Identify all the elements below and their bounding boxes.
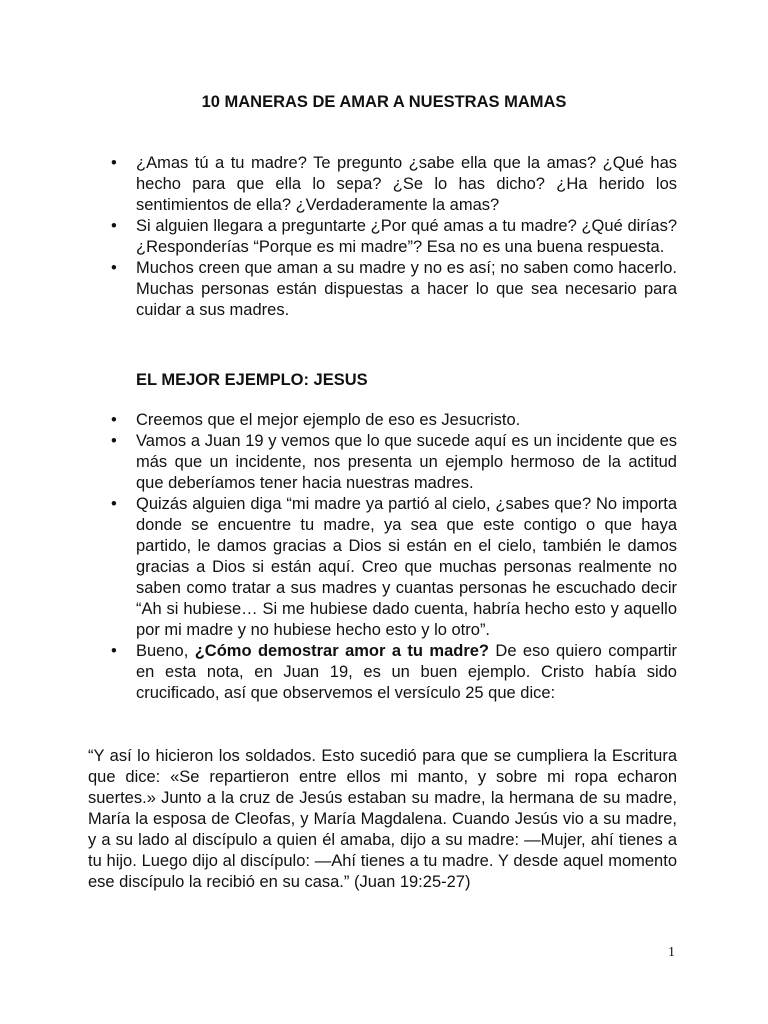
intro-bullet-list — [108, 153, 677, 321]
section-bullet-4 — [108, 641, 677, 704]
section-bullet-3: • Quizás alguien diga “mi madre ya partió al cielo, ¿sabes que? No importa donde se encuentre tu madre, ya sea que este contigo o que haya partido, le damos gracias a Dios si están en el cielo, también le damos gracias a Dios si están aquí. Creo que muchas personas realmente no saben como tratar a sus madres y cuantas personas he escuchado decir “Ah si hubiese… Si me hubiese dado cuenta, habría hecho esto y aquello por mi madre y no hubiese hecho esto y lo otro”. — [108, 494, 677, 641]
bullet-4-prefix: Bueno, — [136, 642, 195, 660]
bullet-4-bold-question: ¿Cómo demostrar amor a tu madre? — [194, 642, 490, 660]
section-heading: EL MEJOR EJEMPLO: JESUS — [136, 371, 368, 389]
intro-bullet-1: • ¿Amas tú a tu madre? Te pregunto ¿sabe ella que la amas? ¿Qué has hecho para que ella lo sepa? ¿Se lo has dicho? ¿Ha herido los sentimientos de ella? ¿Verdaderamente la amas? — [108, 153, 677, 216]
intro-bullet-3: • Muchos creen que aman a su madre y no es así; no saben como hacerlo. Muchas personas están dispuestas a hacer lo que sea necesario para cuidar a sus madres. — [108, 258, 677, 321]
section-bullet-list — [108, 410, 677, 704]
intro-bullet-2: • Si alguien llegara a preguntarte ¿Por qué amas a tu madre? ¿Qué dirías? ¿Responderías “Porque es mi madre”? Esa no es una buena respuesta. — [108, 216, 677, 258]
document-title — [0, 92, 768, 113]
section-bullet-1: • Creemos que el mejor ejemplo de eso es Jesucristo. — [108, 410, 677, 431]
page-number: 1 — [668, 945, 675, 960]
document-title-text: 10 MANERAS DE AMAR A NUESTRAS MAMAS — [201, 93, 567, 111]
bullet-4-suffix: De eso quiero compartir en esta nota, en Juan 19, es un buen ejemplo. Cristo había sido crucificado, así que observemos el versículo 25 que dice: — [136, 642, 677, 702]
scripture-quote: “Y así lo hicieron los soldados. Esto sucedió para que se cumpliera la Escritura que dice: «Se repartieron entre ellos mi manto, y sobre mi ropa echaron suertes.» Junto a la cruz de Jesús estaban su madre, la hermana de su madre, María la esposa de Cleofas, y María Magdalena. Cuando Jesús vio a su madre, y a su lado al discípulo a quien él amaba, dijo a su madre: —Mujer, ahí tienes a tu hijo. Luego dijo al discípulo: —Ahí tienes a tu madre. Y desde aquel momento ese discípulo la recibió en su casa.” (Juan 19:25-27) — [88, 747, 677, 891]
section-bullet-2: • Vamos a Juan 19 y vemos que lo que sucede aquí es un incidente que es más que un incidente, nos presenta un ejemplo hermoso de la actitud que deberíamos tener hacia nuestras madres. — [108, 431, 677, 494]
